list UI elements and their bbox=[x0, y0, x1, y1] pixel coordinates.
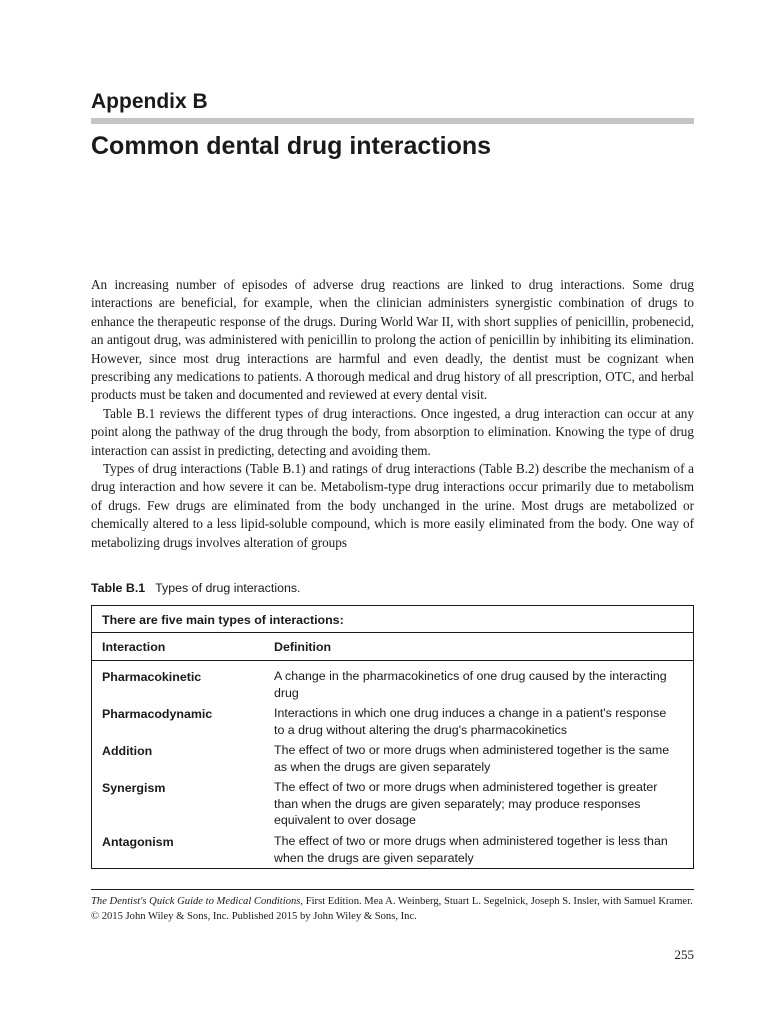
interaction-term: Synergism bbox=[102, 781, 166, 795]
table-row bbox=[92, 738, 693, 775]
header-rule bbox=[91, 118, 694, 124]
interaction-definition: The effect of two or more drugs when administered together is less than when the drugs are given separately bbox=[274, 834, 668, 865]
interaction-definition: The effect of two or more drugs when administered together is the same as when the drugs are given separately bbox=[274, 743, 670, 774]
table-body bbox=[92, 661, 693, 866]
table-caption-number: Table B.1 bbox=[91, 581, 146, 595]
interaction-term: Pharmacodynamic bbox=[102, 707, 213, 721]
paragraph: Types of drug interactions (Table B.1) and ratings of drug interactions (Table B.2) describe the mechanism of a drug interaction and how severe it can be. Metabolism-type drug interactions occur primarily due to metabolism of drugs. Few drugs are eliminated from the body unchanged in the urine. Most drugs are metabolized or chemically altered to a less lipid-soluble compound, which is more easily eliminated from the body. One way of metabolizing drugs involves alteration of groups bbox=[91, 461, 694, 550]
interaction-definition: The effect of two or more drugs when administered together is greater than when the drugs are given separately; may produce responses equivalent to over dosage bbox=[274, 780, 658, 827]
interaction-definition: Interactions in which one drug induces a change in a patient's response to a drug without altering the drug's pharmacokinetics bbox=[274, 706, 667, 737]
table-row bbox=[92, 701, 693, 738]
table-row bbox=[92, 829, 693, 866]
column-header-interaction: Interaction bbox=[102, 640, 166, 654]
chapter-title: Common dental drug interactions bbox=[91, 132, 492, 160]
table-caption bbox=[91, 580, 301, 596]
interactions-table bbox=[91, 605, 694, 869]
table-row bbox=[92, 775, 693, 829]
interaction-term: Pharmacokinetic bbox=[102, 670, 202, 684]
interaction-term: Antagonism bbox=[102, 835, 174, 849]
table-caption-text: Types of drug interactions. bbox=[155, 581, 301, 595]
table-intro: There are five main types of interactions: bbox=[92, 606, 693, 633]
page-number: 255 bbox=[674, 947, 694, 962]
interaction-definition: A change in the pharmacokinetics of one drug caused by the interacting drug bbox=[274, 669, 667, 700]
body-text bbox=[91, 276, 694, 552]
footer-rule bbox=[91, 889, 694, 890]
paragraph: An increasing number of episodes of adverse drug reactions are linked to drug interactions. Some drug interactions are beneficial, for example, when the clinician administers synergistic combination of drugs to enhance the therapeutic response of the drugs. During World War II, with short supplies of penicillin, probenecid, an antigout drug, was administered with penicillin to prolong the action of penicillin by inhibiting its elimination. However, since most drug interactions are harmful and even deadly, the dentist must be cognizant when prescribing any medications to patients. A thorough medical and drug history of all prescription, OTC, and herbal products must be taken and documented and reviewed at every dental visit. bbox=[91, 277, 694, 403]
citation-details: , First Edition. Mea A. Weinberg, Stuart L. Segelnick, Joseph S. Insler, with Samuel Kramer. bbox=[300, 896, 693, 907]
interaction-term: Addition bbox=[102, 744, 153, 758]
table-header-row bbox=[92, 633, 693, 661]
column-header-definition: Definition bbox=[274, 640, 332, 654]
paragraph: Table B.1 reviews the different types of drug interactions. Once ingested, a drug interaction can occur at any point along the pathway of the drug through the body, from absorption to elimination. Knowing the type of drug interaction can assist in predicting, detecting and avoiding them. bbox=[91, 405, 694, 458]
book-title: The Dentist's Quick Guide to Medical Conditions bbox=[91, 896, 301, 907]
table-row bbox=[92, 664, 693, 701]
copyright-notice: © 2015 John Wiley & Sons, Inc. Published 2015 by John Wiley & Sons, Inc. bbox=[91, 911, 417, 922]
footer-citation bbox=[91, 894, 694, 924]
appendix-label: Appendix B bbox=[91, 90, 208, 113]
